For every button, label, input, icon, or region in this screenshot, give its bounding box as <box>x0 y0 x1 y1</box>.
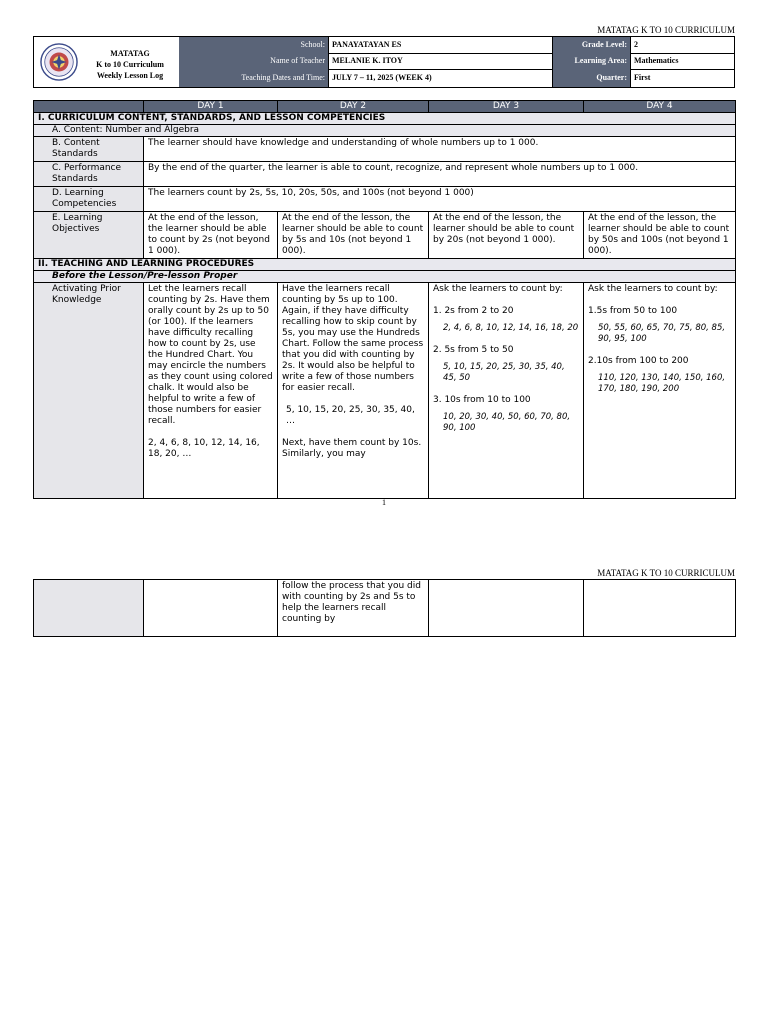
competencies-row <box>34 187 736 212</box>
content-standards-row <box>34 137 736 162</box>
activating-day-4-intro: Ask the learners to count by: <box>588 284 718 294</box>
day-4-item-label: 1.5s from 50 to 100 <box>588 306 678 316</box>
header-row-teacher <box>179 53 735 70</box>
before-lesson-title: Before the Lesson/Pre-lesson Proper <box>34 271 736 283</box>
activating-day-2-continued: follow the process that you did with counting by 2s and 5s to help the learners recall counting by <box>278 580 429 637</box>
day-3-item-label: 1. 2s from 2 to 20 <box>433 306 514 316</box>
objective-day-4: At the end of the lesson, the learner should be able to count by 50s and 100s (not beyond 1 000). <box>584 212 736 259</box>
activating-day-1-text: Let the learners recall counting by 2s. Have them orally count by 2s up to 50 (or 100). If the learners have difficulty recalling how to count by 2s, use the Hundred Chart. You may encircle the numbers as they count using colored chalk. It would also be helpful to write a few of those numbers for easier recall. <box>148 284 273 426</box>
dates-value: JULY 7 – 11, 2025 (WEEK 4) <box>330 69 553 87</box>
quarter-value: First <box>634 73 651 82</box>
performance-standards-label: C. Performance Standards <box>34 162 144 187</box>
day-header-row <box>34 101 736 113</box>
logo-line-3: Weekly Lesson Log <box>96 71 164 80</box>
activating-day-2-sequence: 5, 10, 15, 20, 25, 30, 35, 40, … <box>286 405 415 426</box>
section-1-title: I. CURRICULUM CONTENT, STANDARDS, AND LESSON COMPETENCIES <box>34 113 736 125</box>
activating-day-3-continued <box>429 580 584 637</box>
day-header-4: DAY 4 <box>584 101 736 113</box>
section-row <box>34 113 736 125</box>
day-4-item-label: 2.10s from 100 to 200 <box>588 356 689 366</box>
objective-day-2: At the end of the lesson, the learner should be able to count by 5s and 10s (not beyond 1 000). <box>278 212 429 259</box>
logo-title <box>84 48 176 81</box>
day-header-1: DAY 1 <box>144 101 278 113</box>
day-header-blank <box>34 101 144 113</box>
activating-day-4-continued <box>584 580 736 637</box>
grade-label: Grade Level: <box>553 37 631 53</box>
logo-line-2: K to 10 Curriculum <box>96 60 164 69</box>
header-row-school <box>179 37 735 54</box>
area-label: Learning Area: <box>553 53 631 69</box>
section-2-title: II. TEACHING AND LEARNING PROCEDURES <box>34 259 736 271</box>
before-lesson-row <box>34 271 736 283</box>
logo-line-1: MATATAG <box>110 49 150 58</box>
grade-value: 2 <box>634 40 638 49</box>
activating-day-1-sequence: 2, 4, 6, 8, 10, 12, 14, 16, 18, 20, … <box>148 438 260 459</box>
objectives-label: E. Learning Objectives <box>34 212 144 259</box>
day-header-2: DAY 2 <box>278 101 429 113</box>
content-standards-label: B. Content Standards <box>34 137 144 162</box>
curriculum-label: MATATAG K TO 10 CURRICULUM <box>597 568 735 578</box>
activating-day-4 <box>584 283 736 499</box>
teacher-label: Name of Teacher <box>179 53 329 69</box>
activating-row <box>34 283 736 499</box>
activating-day-2 <box>278 283 429 499</box>
lesson-log-table-continued <box>33 579 736 637</box>
lesson-log-header <box>33 36 735 88</box>
school-label: School: <box>179 37 329 53</box>
area-value: Mathematics <box>634 56 679 65</box>
activating-day-3-intro: Ask the learners to count by: <box>433 284 563 294</box>
performance-standards-text: By the end of the quarter, the learner is able to count, recognize, and represent whole numbers up to 1 000. <box>144 162 736 187</box>
activating-day-2-next: Next, have them count by 10s. Similarly, you may <box>282 438 422 459</box>
day-4-item-sequence: 50, 55, 60, 65, 70, 75, 80, 85, 90, 95, 100 <box>598 323 726 344</box>
activating-day-2-text: Have the learners recall counting by 5s up to 100. Again, if they have difficulty recalling how to skip count by 5s, you may use the Hundreds Chart. Follow the same process that you did with counting by 2s. It would also be helpful to write a few of those numbers for easier recall. <box>282 284 424 393</box>
page-number: 1 <box>382 498 386 507</box>
objectives-row <box>34 212 736 259</box>
logo-cell <box>34 37 180 87</box>
competencies-label: D. Learning Competencies <box>34 187 144 212</box>
activating-row-continued <box>34 580 736 637</box>
activating-label: Activating Prior Knowledge <box>34 283 144 499</box>
quarter-label: Quarter: <box>553 69 631 87</box>
content-a: A. Content: Number and Algebra <box>34 125 736 137</box>
day-3-item-label: 3. 10s from 10 to 100 <box>433 395 531 405</box>
deped-seal-icon <box>40 43 78 81</box>
competencies-text: The learners count by 2s, 5s, 10, 20s, 50s, and 100s (not beyond 1 000) <box>144 187 736 212</box>
objective-day-1: At the end of the lesson, the learner should be able to count by 2s (not beyond 1 000). <box>144 212 278 259</box>
dates-label: Teaching Dates and Time: <box>179 69 329 87</box>
objective-day-3: At the end of the lesson, the learner should be able to count by 20s (not beyond 1 000). <box>429 212 584 259</box>
day-3-item-sequence: 2, 4, 6, 8, 10, 12, 14, 16, 18, 20 <box>443 323 579 333</box>
lesson-log-table <box>33 100 736 499</box>
performance-standards-row <box>34 162 736 187</box>
school-value: PANAYATAYAN ES <box>330 37 553 53</box>
curriculum-label: MATATAG K TO 10 CURRICULUM <box>597 25 735 35</box>
day-header-3: DAY 3 <box>429 101 584 113</box>
section-row <box>34 259 736 271</box>
header-row-dates <box>179 69 735 87</box>
activating-day-3 <box>429 283 584 499</box>
teacher-value: MELANIE K. ITOY <box>330 53 553 69</box>
activating-label-continued <box>34 580 144 637</box>
day-3-item-label: 2. 5s from 5 to 50 <box>433 345 514 355</box>
activating-day-1-continued <box>144 580 278 637</box>
day-3-item-sequence: 5, 10, 15, 20, 25, 30, 35, 40, 45, 50 <box>443 362 565 383</box>
content-row <box>34 125 736 137</box>
day-4-item-sequence: 110, 120, 130, 140, 150, 160, 170, 180, 190, 200 <box>598 373 726 394</box>
day-3-item-sequence: 10, 20, 30, 40, 50, 60, 70, 80, 90, 100 <box>443 412 571 433</box>
content-standards-text: The learner should have knowledge and understanding of whole numbers up to 1 000. <box>144 137 736 162</box>
activating-day-1 <box>144 283 278 499</box>
